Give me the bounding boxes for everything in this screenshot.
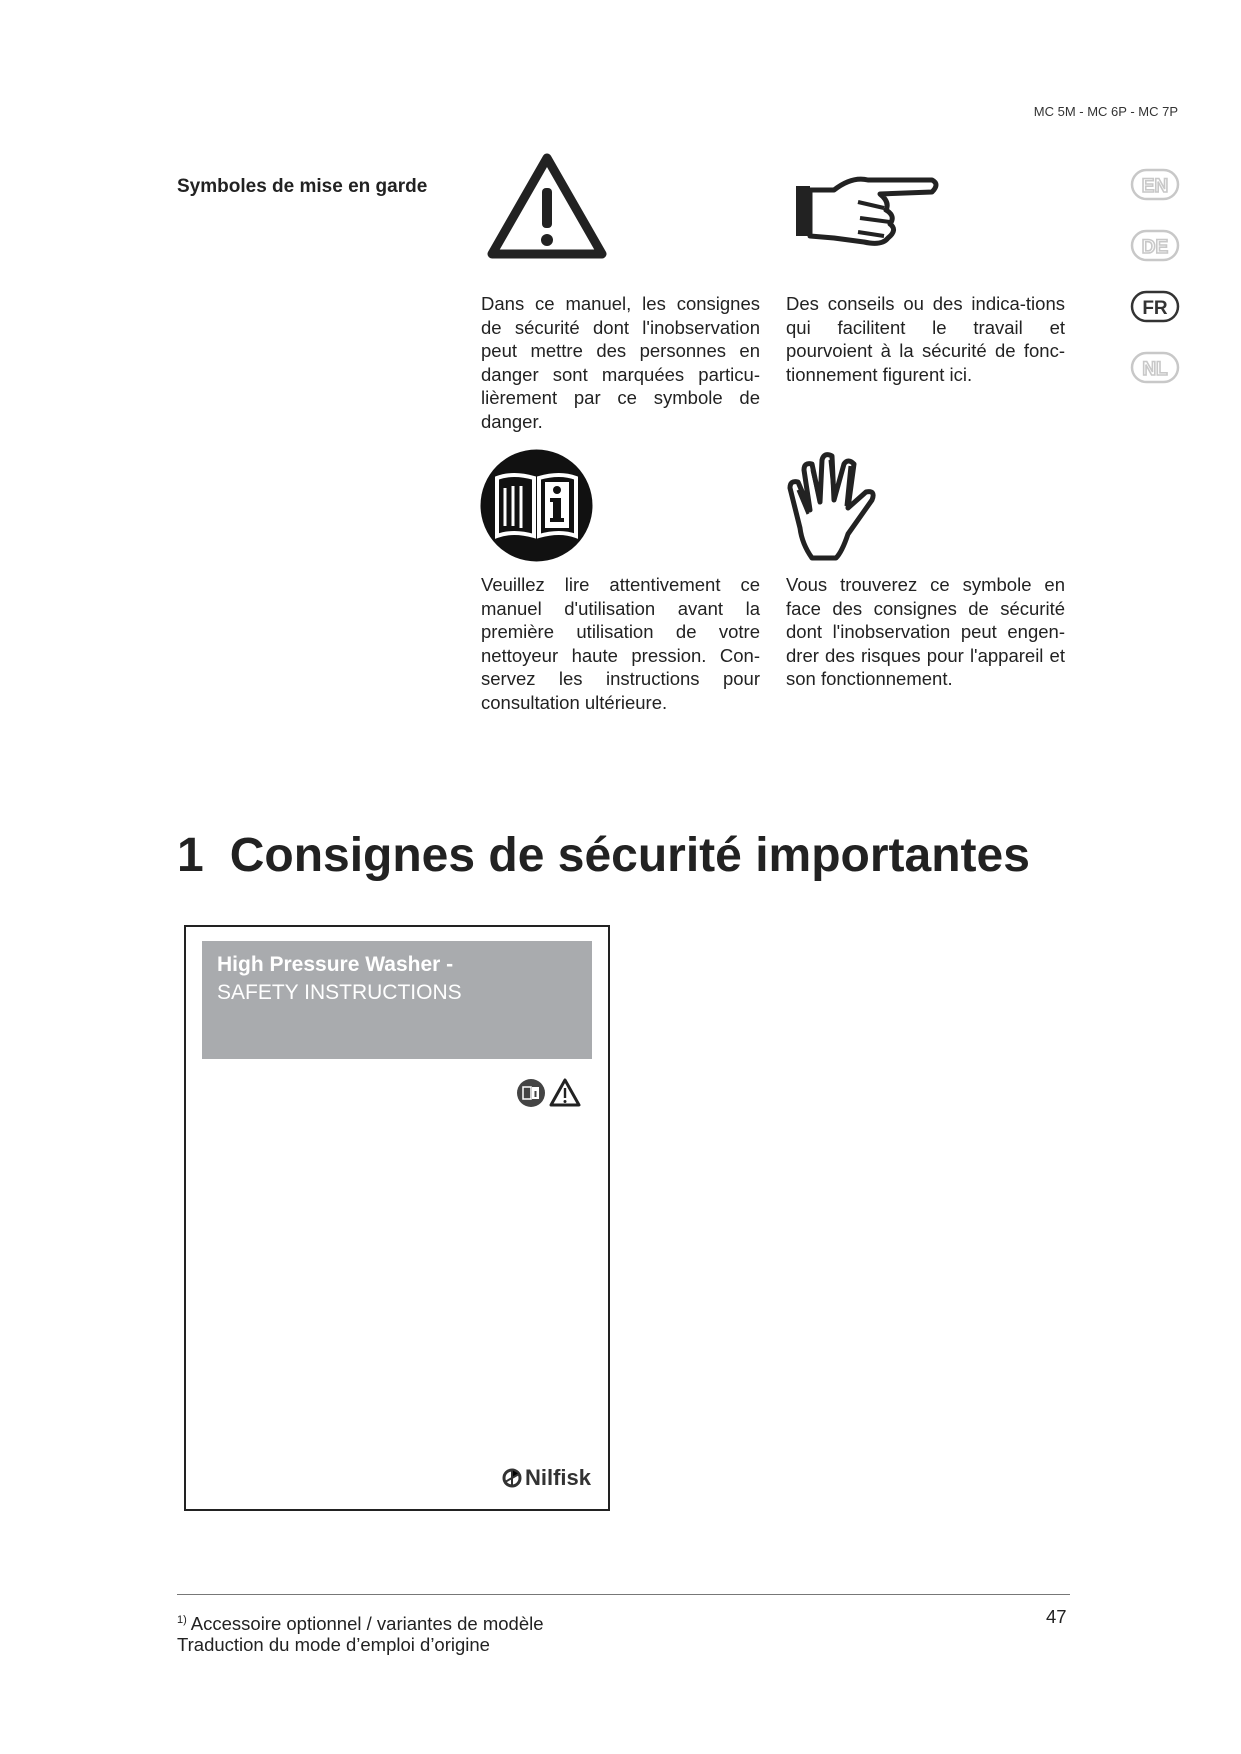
header-model: MC 5M - MC 6P - MC 7P <box>1033 104 1178 119</box>
lang-code-fr: FR <box>1142 298 1168 319</box>
lang-badge-en[interactable] <box>1130 168 1180 201</box>
cover-image <box>184 925 610 1511</box>
lang-code-en: EN <box>1141 176 1169 197</box>
warning-triangle-icon <box>484 150 610 262</box>
lang-code-de: DE <box>1141 237 1169 258</box>
open-hand-icon <box>782 448 892 568</box>
lang-badge-nl[interactable] <box>1130 351 1180 384</box>
footer-rule <box>177 1594 1070 1595</box>
section-label: Symboles de mise en garde <box>177 176 428 197</box>
footer-translation: Traduction du mode d’emploi d’origine <box>177 1634 490 1655</box>
nilfisk-text: Nilfisk <box>524 1465 591 1490</box>
lang-code-nl: NL <box>1142 359 1168 380</box>
cover-subtitle: SAFETY INSTRUCTIONS <box>217 981 462 1004</box>
lang-badge-fr[interactable] <box>1130 290 1180 323</box>
lang-badge-de[interactable] <box>1130 229 1180 262</box>
small-warning-icon <box>551 1080 579 1105</box>
chapter-title: Consignes de sécurité importantes <box>229 829 1030 882</box>
cover-title: High Pressure Washer - <box>217 953 454 976</box>
page-number: 47 <box>1046 1606 1067 1627</box>
cover-band <box>202 941 592 1059</box>
small-read-manual-icon <box>517 1079 545 1107</box>
hint-paragraph: Des conseils ou des indica-tions qui facilitent le travail et pourvoient à la sécurité de fonc-tionnement figurent ici. <box>786 293 1065 385</box>
read-manual-paragraph: Veuillez lire attentivement ce manuel d'utilisation avant la première utilisation de votre nettoyeur haute pression. Con-servez les instructions pour consultation ultérieure. <box>481 574 760 713</box>
stop-paragraph: Vous trouverez ce symbole en face des consignes de sécurité dont l'inobservation peut engen-drer des risques pour l'appareil et son fonctionnement. <box>786 574 1065 690</box>
danger-paragraph: Dans ce manuel, les consignes de sécurité dont l'inobservation peut mettre des personnes en danger sont marquées particu-lièrement par ce symbole de danger. <box>481 293 760 432</box>
chapter-number: 1 <box>177 829 204 882</box>
footnote-marker: 1) <box>177 1613 187 1626</box>
read-manual-icon <box>479 448 594 563</box>
pointing-hand-icon <box>794 172 944 252</box>
chapter-heading <box>177 828 1030 883</box>
nilfisk-mark-icon <box>502 1468 522 1488</box>
cover-symbols <box>516 1077 582 1109</box>
footnote-text: Accessoire optionnel / variantes de modèle <box>190 1613 544 1634</box>
footer-note <box>177 1613 544 1635</box>
nilfisk-logo <box>502 1465 591 1491</box>
